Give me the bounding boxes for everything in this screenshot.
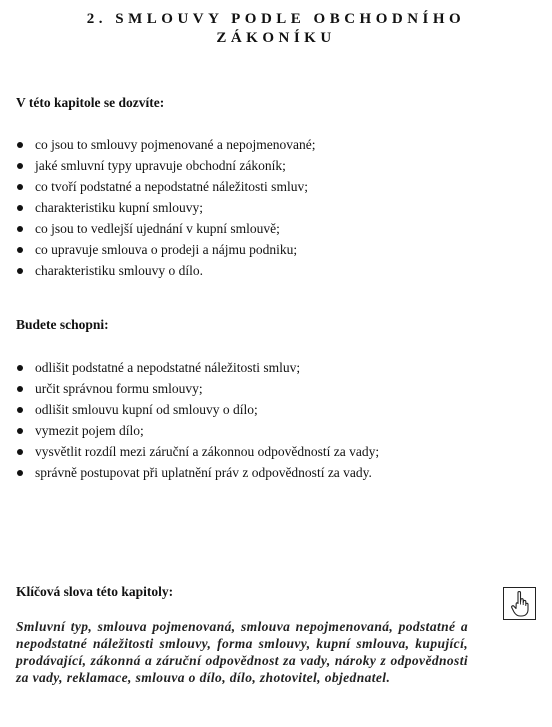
learn-list (16, 134, 315, 281)
learn-list-item: charakteristiku smlouvy o dílo. (16, 260, 315, 281)
abilities-list-item: vysvětlit rozdíl mezi záruční a zákonnou odpovědností za vady; (16, 441, 379, 462)
learn-list-item: jaké smluvní typy upravuje obchodní zákoník; (16, 155, 315, 176)
learn-list-item: charakteristiku kupní smlouvy; (16, 197, 315, 218)
abilities-section-heading: Budete schopni: (16, 317, 109, 332)
abilities-list-item: určit správnou formu smlouvy; (16, 378, 379, 399)
pointing-hand-icon (503, 587, 536, 620)
keywords-section-heading: Klíčová slova této kapitoly: (16, 584, 174, 599)
learn-list-item: co jsou to smlouvy pojmenované a nepojmenované; (16, 134, 315, 155)
chapter-title-line-2: ZÁKONÍKU (216, 30, 336, 46)
learn-list-item: co upravuje smlouva o prodeji a nájmu podniku; (16, 239, 315, 260)
chapter-title (0, 10, 552, 48)
learn-list-item: co tvoří podstatné a nepodstatné náležitosti smluv; (16, 176, 315, 197)
abilities-list (16, 357, 379, 483)
abilities-list-item: správně postupovat při uplatnění práv z odpovědností za vady. (16, 462, 379, 483)
abilities-list-item: vymezit pojem dílo; (16, 420, 379, 441)
abilities-list-item: odlišit podstatné a nepodstatné náležitosti smluv; (16, 357, 379, 378)
keywords-text: Smluvní typ, smlouva pojmenovaná, smlouva nepojmenovaná, podstatné a nepodstatné náležitosti smlouvy, forma smlouvy, kupní smlouva, kupující, prodávající, zákonná a záruční odpovědnost za vady, nároky z odpovědnosti za vady, reklamace, smlouva o dílo, dílo, zhotovitel, objednatel. (16, 619, 468, 685)
learn-section-heading: V této kapitole se dozvíte: (16, 95, 165, 110)
abilities-list-item: odlišit smlouvu kupní od smlouvy o dílo; (16, 399, 379, 420)
learn-list-item: co jsou to vedlejší ujednání v kupní smlouvě; (16, 218, 315, 239)
chapter-title-line-1: 2. SMLOUVY PODLE OBCHODNÍHO (86, 11, 466, 27)
